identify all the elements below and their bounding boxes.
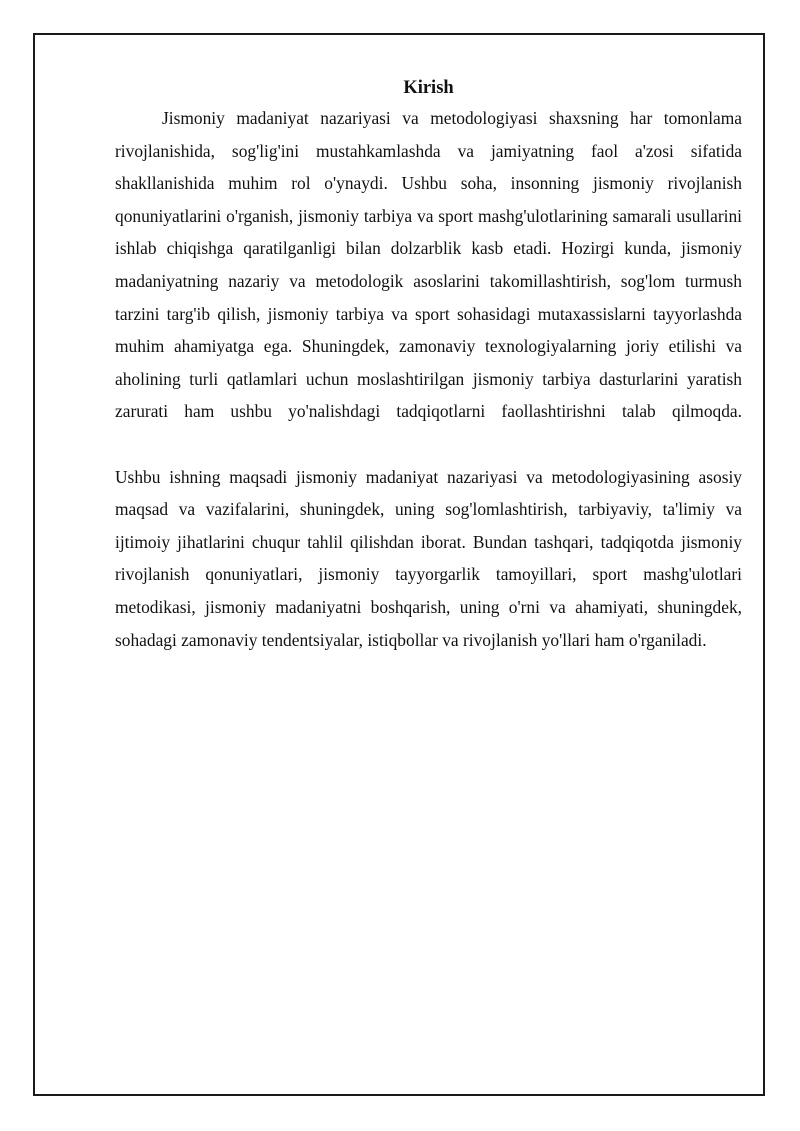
paragraph-spacer <box>115 428 742 461</box>
goal-paragraph: Ushbu ishning maqsadi jismoniy madaniyat nazariyasi va metodologiyasining asosiy maqsad va vazifalarini, shuningdek, uning sog'lomlashtirish, tarbiyaviy, ta'limiy va ijtimoiy jihatlarini chuqur tahlil qilishdan iborat. Bundan tashqari, tadqiqotda jismoniy rivojlanish qonuniyatlari, jismoniy tayyorgarlik tamoyillari, sport mashg'ulotlari metodikasi, jismoniy madaniyatni boshqarish, uning o'rni va ahamiyati, shuningdek, sohadagi zamonaviy tendentsiyalar, istiqbollar va rivojlanish yo'llari ham o'rganiladi. <box>115 466 742 650</box>
page-title: Kirish <box>403 78 454 98</box>
introduction-paragraph: Jismoniy madaniyat nazariyasi va metodologiyasi shaxsning har tomonlama rivojlanishida, sog'lig'ini mustahkamlashda va jamiyatning faol a'zosi sifatida shakllanishida muhim rol o'ynaydi. Ushbu soha, insonning jismoniy rivojlanish qonuniyatlarini o'rganish, jismoniy tarbiya va sport mashg'ulotlarining samarali usullarini ishlab chiqishga qaratilganligi bilan dolzarblik kasb etadi. Hozirgi kunda, jismoniy madaniyatning nazariy va metodologik asoslarini takomillashtirish, sog'lom turmush tarzini targ'ib qilish, jismoniy tarbiya va sport sohasidagi mutaxassislarni tayyorlashda muhim ahamiyatga ega. Shuningdek, zamonaviy texnologiyalarning joriy etilishi va aholining turli qatlamlari uchun moslashtirilgan jismoniy tarbiya dasturlarini yaratish zarurati ham ushbu yo'nalishdagi tadqiqotlarni faollashtirishni talab qilmoqda. <box>115 108 742 422</box>
page-content <box>115 74 742 656</box>
